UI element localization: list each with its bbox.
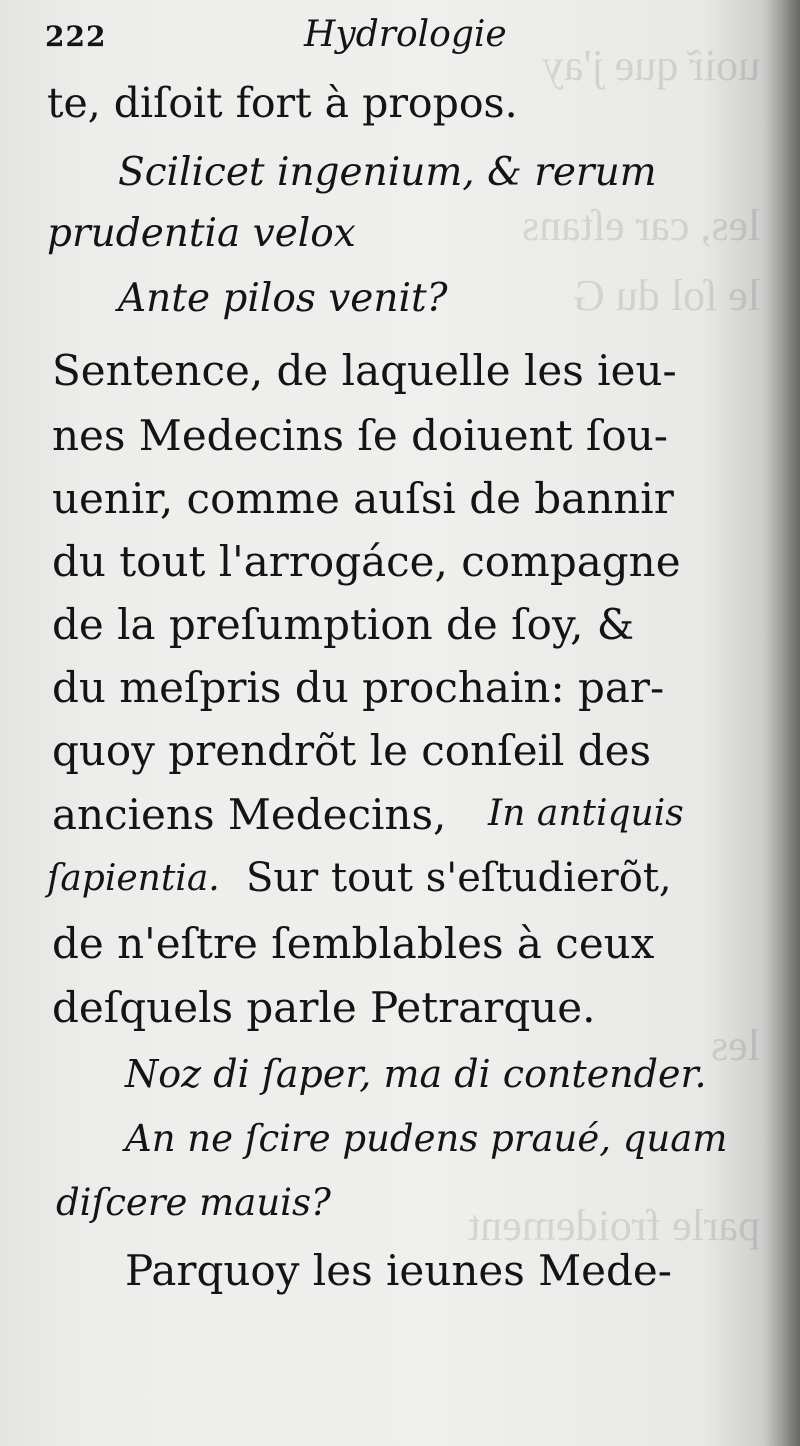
verse-line: Noz di ſaper, ma di contender. [125,1052,707,1096]
text-line: du meſpris du prochain: par- [52,663,665,712]
text-line: nes Medecins ſe doiuent ſou- [52,411,668,460]
bleed-through-text: le ſol du G [573,271,760,320]
verse-line: diſcere mauis? [56,1181,331,1224]
text-line: de la preſumption de ſoy, & [52,600,635,649]
bleed-through-text: les, car eſtans [521,201,760,250]
bleed-through-text: les [711,1021,760,1070]
latin-quote: ſapientia. [47,858,220,899]
verse-line: Ante pilos venit? [118,276,448,321]
latin-quote: In antiquis [488,793,684,834]
bleed-through-text: uoir̃ que j'ay [541,41,760,90]
page-number: 222 [45,20,107,53]
running-head: Hydrologie [304,14,507,55]
bleed-through-text: parle froidement [468,1201,760,1250]
text-line: te, diſoit fort à propos. [47,79,518,127]
verse-line: An ne ſcire pudens praué, quam [125,1117,728,1160]
text-line: Sur tout s'eſtudierõt, [246,855,672,901]
text-line: deſquels parle Petrarque. [52,983,596,1032]
verse-line: prudentia velox [47,211,356,256]
text-line: uenir, comme auſsi de bannir [52,474,674,523]
text-line: du tout l'arrogáce, compagne [52,537,681,586]
text-line: quoy prendrõt le conſeil des [52,726,652,775]
verse-line: Scilicet ingenium, & rerum [118,150,657,195]
page-edge-shadow [766,0,800,1446]
text-line: Sentence, de laquelle les ieu- [52,346,677,395]
text-line: anciens Medecins, [52,790,447,839]
text-line: Parquoy les ieunes Mede- [125,1246,672,1295]
text-line: de n'eſtre ſemblables à ceux [52,919,655,968]
